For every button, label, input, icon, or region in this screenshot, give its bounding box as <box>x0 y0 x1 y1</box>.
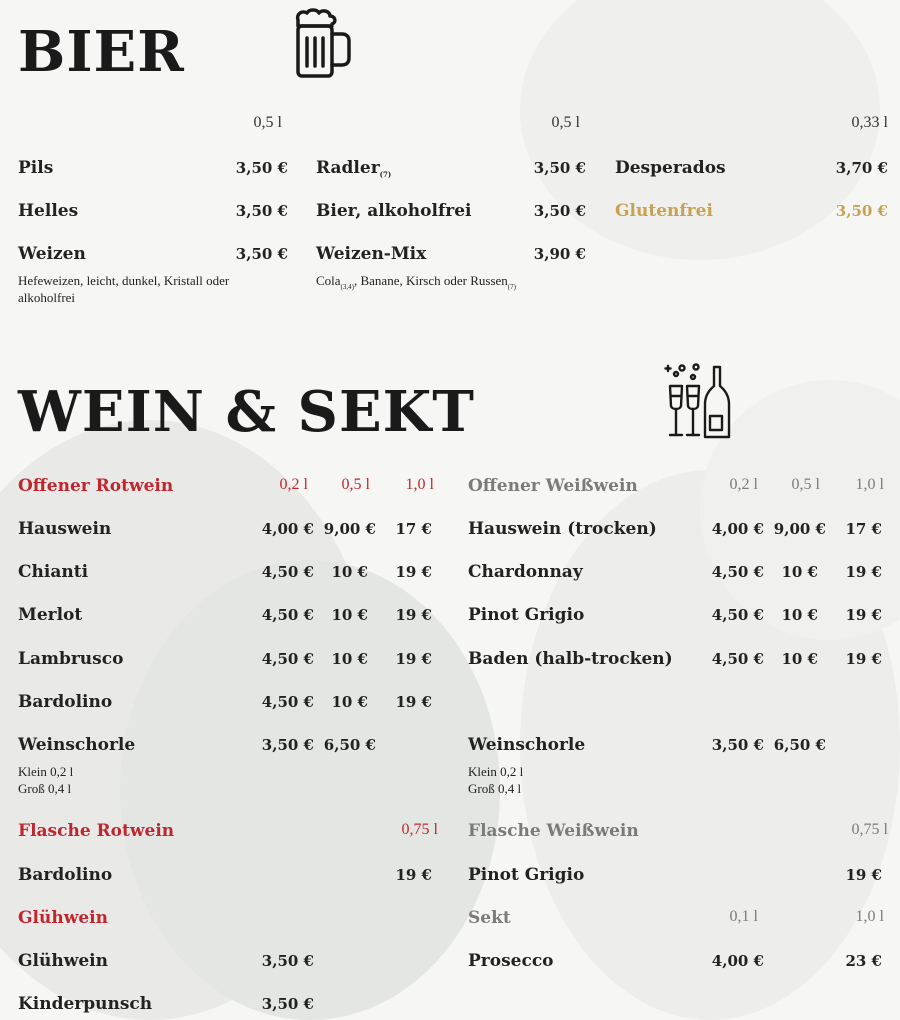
weisswein-header: Offener Weißwein <box>468 476 638 496</box>
bier-col3-volume: 0,33 l <box>851 114 888 131</box>
bier-item-note: Hefeweizen, leicht, dunkel, Kristall oder alkoholfrei <box>18 273 230 305</box>
bier-item-price: 3,50 € <box>533 202 586 220</box>
wine-price: 4,50 € <box>261 563 314 581</box>
bier-item-price: 3,50 € <box>235 202 288 220</box>
gluehwein-header: Glühwein <box>18 908 108 928</box>
wine-price: 17 € <box>845 520 882 538</box>
wine-name: Pinot Grigio <box>468 865 585 885</box>
bier-item-name: Desperados <box>615 158 726 178</box>
wine-price: 19 € <box>395 606 432 624</box>
wine-price: 19 € <box>395 650 432 668</box>
wine-price: 19 € <box>845 563 882 581</box>
wine-price: 10 € <box>331 650 368 668</box>
sekt-header: Sekt <box>468 908 511 928</box>
wine-name: Bardolino <box>18 865 113 885</box>
bier-item-name: Pils <box>18 158 54 178</box>
wine-name: Bardolino <box>18 692 113 712</box>
wine-price: 4,00 € <box>261 520 314 538</box>
bier-item-price: 3,90 € <box>533 245 586 263</box>
sekt-item-price: 23 € <box>845 952 882 970</box>
sekt-volume: 0,1 l <box>729 908 758 925</box>
note-text: , Banane, Kirsch oder Russen <box>353 273 508 288</box>
beer-mug-icon <box>292 8 354 86</box>
bier-item-name: Helles <box>18 201 79 221</box>
schorle-note: Groß 0,4 l <box>468 781 522 796</box>
flasche-weisswein-header: Flasche Weißwein <box>468 821 639 841</box>
bier-item-name-glutenfrei: Glutenfrei <box>615 201 713 221</box>
section-title-wein-sekt: WEIN & SEKT <box>18 379 475 445</box>
bier-item-name: Radler <box>316 158 380 178</box>
wine-price: 19 € <box>845 866 882 884</box>
wine-name: Hauswein (trocken) <box>468 519 657 539</box>
flasche-weisswein-volume: 0,75 l <box>851 821 888 838</box>
wine-price: 6,50 € <box>773 736 826 754</box>
bier-item-name-radler <box>316 158 391 179</box>
bier-item-name: Bier, alkoholfrei <box>316 201 472 221</box>
bier-item-price-glutenfrei: 3,50 € <box>835 202 888 220</box>
bier-col2-volume: 0,5 l <box>551 114 580 131</box>
weisswein-volume: 1,0 l <box>855 476 884 493</box>
schorle-note: Klein 0,2 l <box>18 764 74 779</box>
wine-price: 10 € <box>781 606 818 624</box>
wine-name: Chianti <box>18 562 89 582</box>
bier-item-price: 3,70 € <box>835 159 888 177</box>
wine-price: 3,50 € <box>711 736 764 754</box>
wine-price: 4,00 € <box>711 520 764 538</box>
wine-price: 17 € <box>395 520 432 538</box>
sekt-item-price: 4,00 € <box>711 952 764 970</box>
wine-price: 19 € <box>395 563 432 581</box>
rotwein-header: Offener Rotwein <box>18 476 174 496</box>
wine-price: 9,00 € <box>323 520 376 538</box>
wine-price: 4,50 € <box>261 693 314 711</box>
flasche-rotwein-volume: 0,75 l <box>401 821 438 838</box>
bier-item-name: Weizen <box>18 244 86 264</box>
bier-item-price: 3,50 € <box>533 159 586 177</box>
allergen-note: (7) <box>507 283 516 291</box>
wine-price: 9,00 € <box>773 520 826 538</box>
wine-name: Merlot <box>18 605 83 625</box>
rotwein-volume: 0,2 l <box>279 476 308 493</box>
gluehwein-item-name: Glühwein <box>18 951 108 971</box>
gluehwein-item-name: Kinderpunsch <box>18 994 153 1014</box>
wine-price: 10 € <box>781 650 818 668</box>
wine-price: 10 € <box>781 563 818 581</box>
sekt-item-name: Prosecco <box>468 951 554 971</box>
wine-price: 6,50 € <box>323 736 376 754</box>
rotwein-volume: 0,5 l <box>341 476 370 493</box>
wine-price: 4,50 € <box>711 563 764 581</box>
wine-price: 4,50 € <box>711 606 764 624</box>
bier-item-price: 3,50 € <box>235 245 288 263</box>
flasche-rotwein-header: Flasche Rotwein <box>18 821 175 841</box>
section-title-bier: BIER <box>18 19 185 85</box>
allergen-note: (7) <box>379 170 392 179</box>
wine-price: 4,50 € <box>711 650 764 668</box>
wine-price: 19 € <box>845 606 882 624</box>
bier-item-price: 3,50 € <box>235 159 288 177</box>
wine-name: Lambrusco <box>18 649 124 669</box>
gluehwein-item-price: 3,50 € <box>261 952 314 970</box>
schorle-note: Groß 0,4 l <box>18 781 72 796</box>
wine-name: Baden (halb-trocken) <box>468 649 673 669</box>
wine-price: 10 € <box>331 606 368 624</box>
weisswein-volume: 0,5 l <box>791 476 820 493</box>
weisswein-volume: 0,2 l <box>729 476 758 493</box>
wine-price: 4,50 € <box>261 606 314 624</box>
wine-price: 19 € <box>845 650 882 668</box>
wine-price: 10 € <box>331 693 368 711</box>
wine-name: Pinot Grigio <box>468 605 585 625</box>
gluehwein-item-price: 3,50 € <box>261 995 314 1013</box>
bier-col1-volume: 0,5 l <box>253 114 282 131</box>
bier-item-name: Weizen-Mix <box>316 244 427 264</box>
wine-price: 10 € <box>331 563 368 581</box>
bier-item-note-weizen-mix <box>316 272 516 296</box>
sekt-volume: 1,0 l <box>855 908 884 925</box>
wine-name: Weinschorle <box>18 735 136 755</box>
note-text: Cola <box>316 273 341 288</box>
wine-price: 19 € <box>395 693 432 711</box>
allergen-note: (3,4) <box>340 283 354 291</box>
schorle-note: Klein 0,2 l <box>468 764 524 779</box>
wine-name: Hauswein <box>18 519 112 539</box>
wine-name: Weinschorle <box>468 735 586 755</box>
wine-price: 4,50 € <box>261 650 314 668</box>
rotwein-volume: 1,0 l <box>405 476 434 493</box>
champagne-glasses-bottle-icon <box>662 362 742 446</box>
wine-name: Chardonnay <box>468 562 583 582</box>
wine-price: 19 € <box>395 866 432 884</box>
wine-price: 3,50 € <box>261 736 314 754</box>
